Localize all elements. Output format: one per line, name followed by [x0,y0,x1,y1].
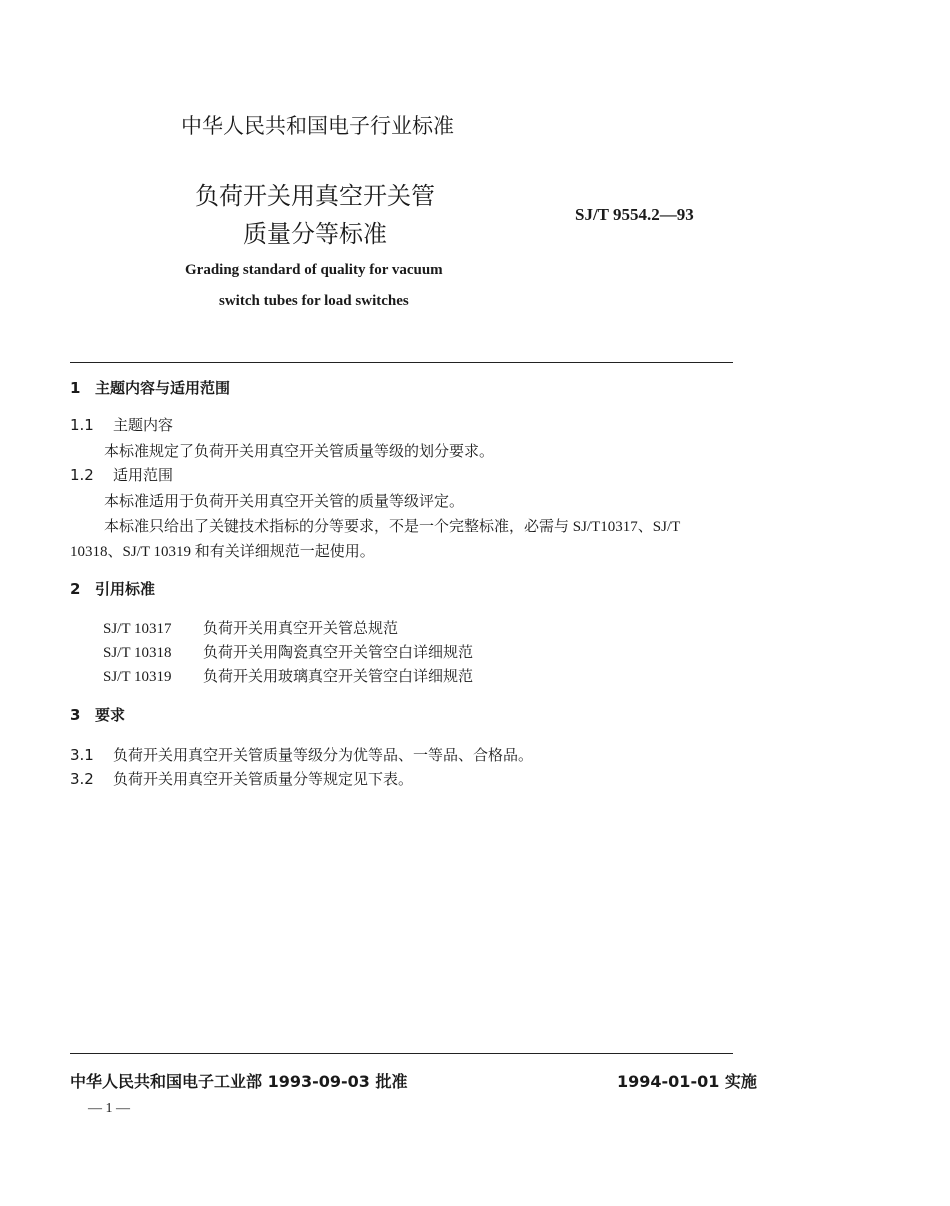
section3-heading [70,704,125,725]
section2-title: 引用标准 [95,580,156,598]
requirement-3-1-text: 负荷开关用真空开关管质量等级分为优等品、一等品、合格品。 [113,748,534,764]
section2-heading [70,578,155,599]
section3-title: 要求 [95,706,126,724]
requirement-3-1 [70,744,533,765]
document-title-line1: 负荷开关用真空开关管 [195,182,435,210]
reference-item [103,665,473,686]
subsection-1-1-text: 本标准规定了负荷开关用真空开关管质量等级的划分要求。 [104,444,495,460]
reference-title: 负荷开关用陶瓷真空开关管空白详细规范 [203,645,474,661]
section1-number: 1 [70,379,81,397]
reference-code: SJ/T 10318 [103,645,172,661]
subsection-1-2-text2-line2: 10318、SJ/T 10319 和有关详细规范一起使用。 [70,544,375,560]
subsection-1-1 [70,414,173,435]
english-title-line1: Grading standard of quality for vacuum [185,262,443,278]
section2-number: 2 [70,580,81,598]
subsection-1-2-number: 1.2 [70,466,94,484]
footer-divider [70,1053,733,1054]
reference-title: 负荷开关用玻璃真空开关管空白详细规范 [203,669,474,685]
english-title-line2: switch tubes for load switches [219,293,409,309]
reference-code: SJ/T 10319 [103,669,172,685]
subsection-1-1-title: 主题内容 [113,416,174,434]
subsection-1-2-text1: 本标准适用于负荷开关用真空开关管的质量等级评定。 [104,494,465,510]
page-number: — 1 — [88,1101,130,1116]
subsection-1-2-text2-line1: 本标准只给出了关键技术指标的分等要求，不是一个完整标准，必需与 SJ/T10317、SJ/T [104,519,681,535]
subsection-1-2-title: 适用范围 [113,466,174,484]
header-divider [70,362,733,363]
requirement-3-2 [70,768,413,789]
issuing-body: 中华人民共和国电子行业标准 [181,114,454,138]
approval-line: 中华人民共和国电子工业部 1993-09-03 批准 [70,1072,408,1091]
requirement-3-2-text: 负荷开关用真空开关管质量分等规定见下表。 [113,772,414,788]
section1-title: 主题内容与适用范围 [95,379,231,397]
reference-item [103,641,473,662]
subsection-1-1-number: 1.1 [70,416,94,434]
requirement-3-1-number: 3.1 [70,746,94,764]
reference-code: SJ/T 10317 [103,621,172,637]
subsection-1-2 [70,464,173,485]
document-title-line2: 质量分等标准 [243,220,387,248]
effective-date: 1994-01-01 实施 [617,1072,757,1091]
reference-title: 负荷开关用真空开关管总规范 [203,621,399,637]
reference-item [103,617,398,638]
requirement-3-2-number: 3.2 [70,770,94,788]
section1-heading [70,377,230,398]
standard-number: SJ/T 9554.2—93 [575,205,694,224]
section3-number: 3 [70,706,81,724]
